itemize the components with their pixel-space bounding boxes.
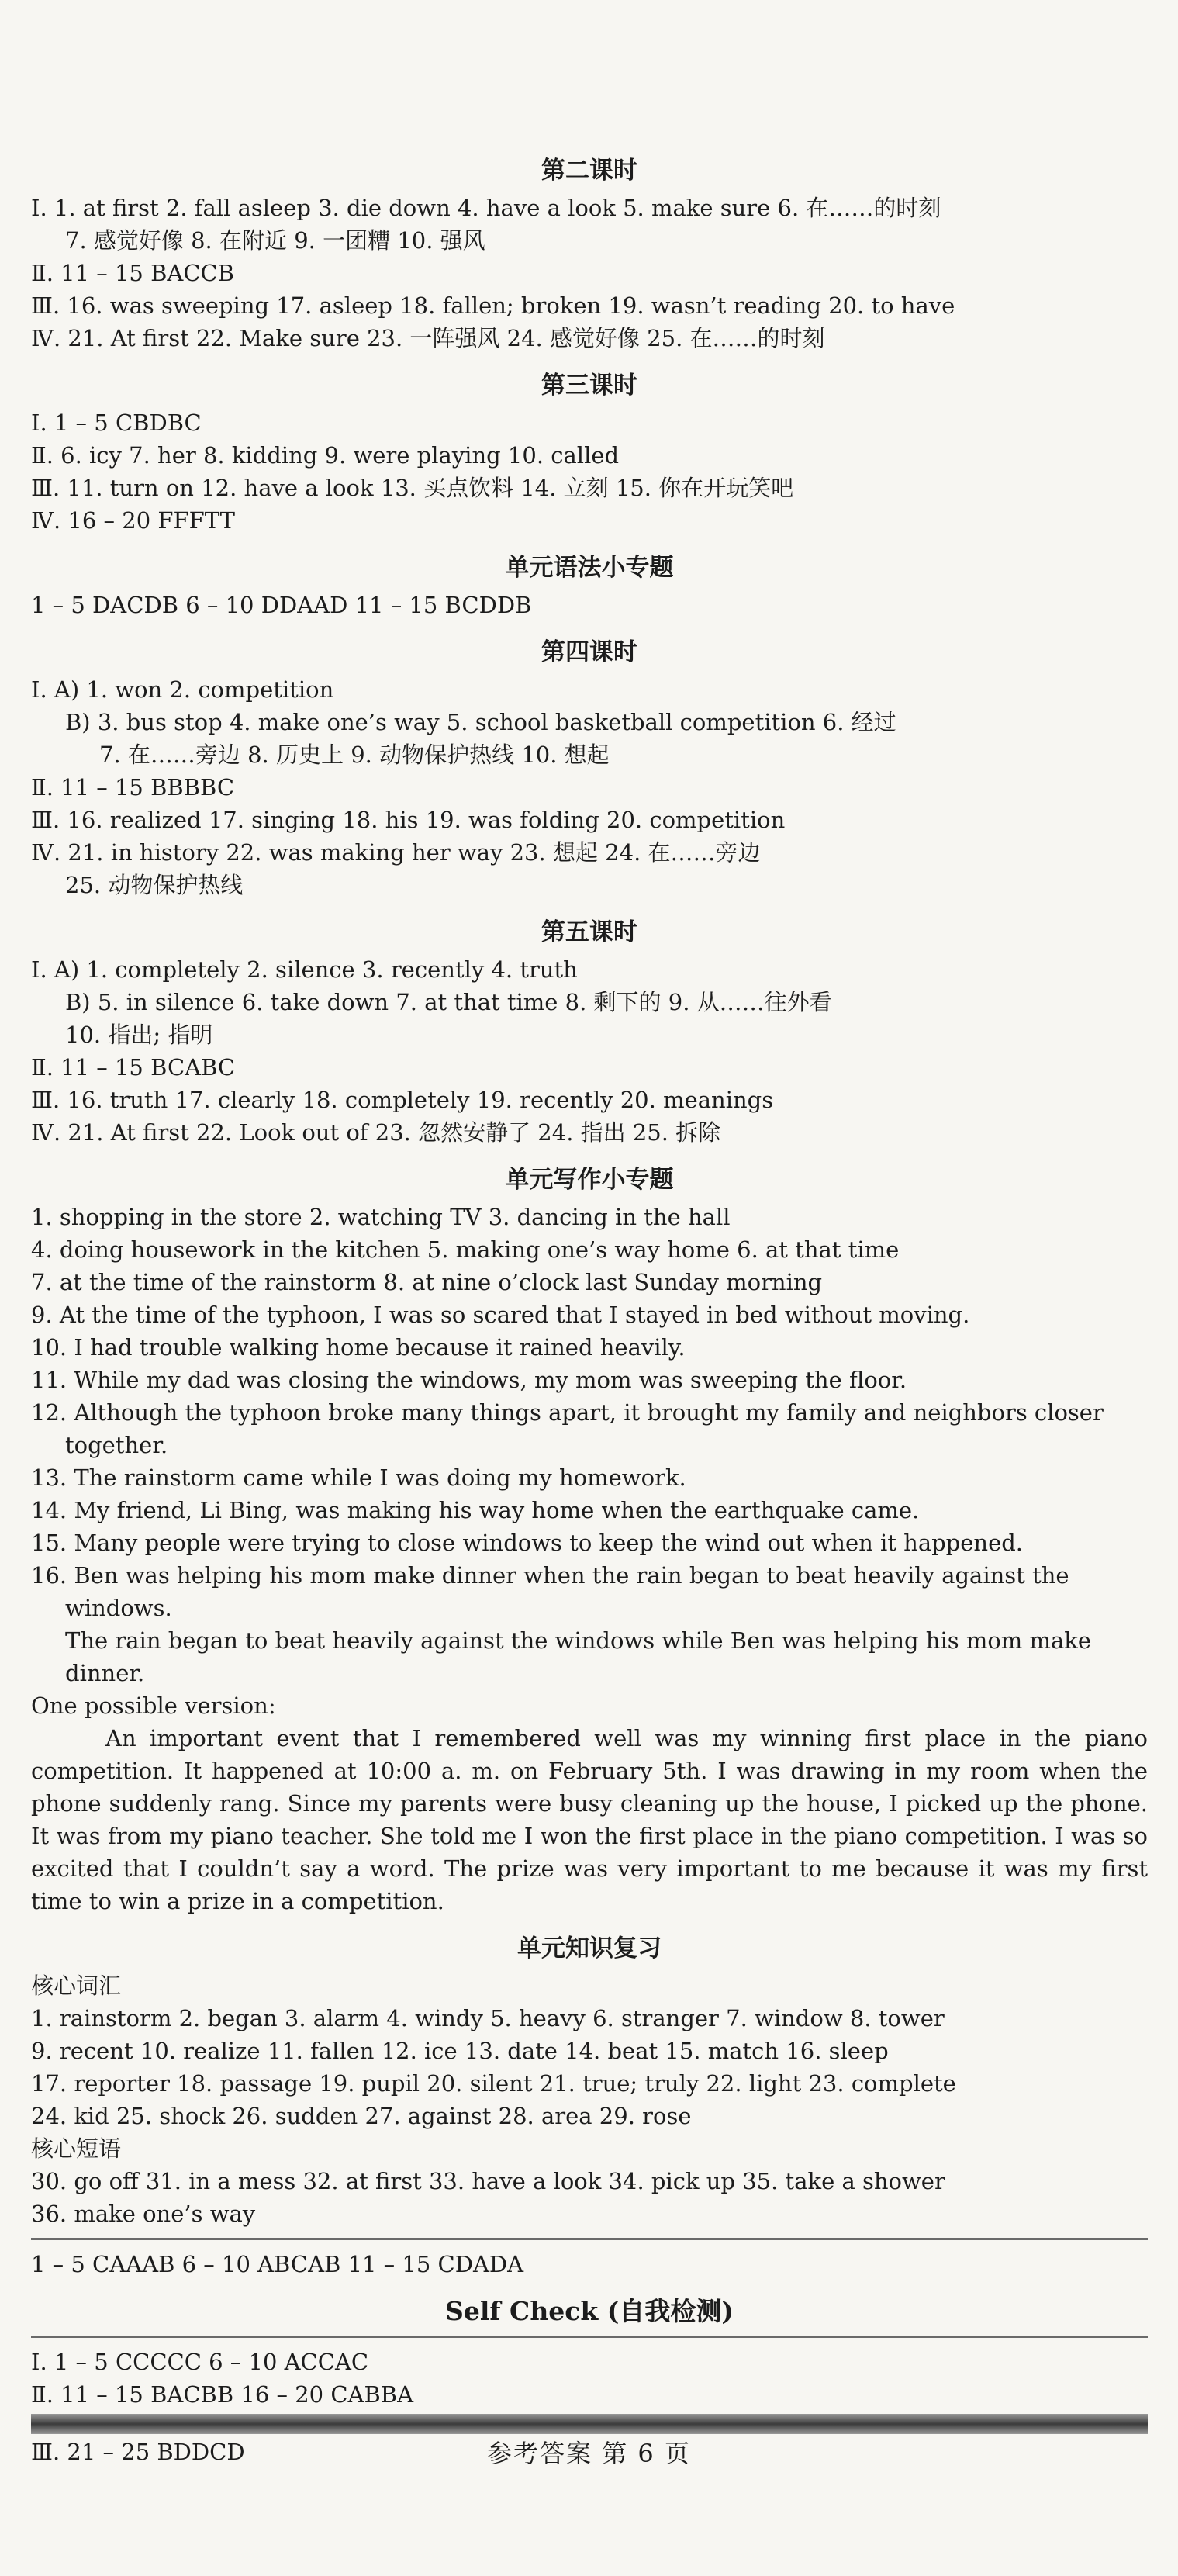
sample-essay: An important event that I remembered well was my winning first place in the piano competition. It happened at 10:00 a. m. on February 5th. I was drawing in my room when the phone suddenly rang. Since my parents were busy cleaning up the house, I picked up the phone. It was from my piano teacher. She told me I won the first place in the piano competition. I was so excited that I couldn’t say a word. The prize was very important to me because it was my first time to win a prize in a competition. <box>31 1725 1148 1914</box>
answer-line: Ⅳ. 16 – 20 FFFTT <box>31 507 235 534</box>
section-lesson-4 <box>31 632 1148 901</box>
answer-line: 11. While my dad was closing the windows, my mom was sweeping the floor. <box>31 1367 907 1393</box>
answer-line: 9. At the time of the typhoon, I was so scared that I stayed in bed without moving. <box>31 1302 970 1328</box>
section-lesson-2 <box>31 150 1148 354</box>
scan-shadow-band <box>31 2414 1148 2434</box>
answer-line: 30. go off 31. in a mess 32. at first 33. have a look 34. pick up 35. take a shower <box>31 2168 945 2194</box>
section-grammar <box>31 548 1148 621</box>
vocab-label: 核心词汇 <box>31 1973 122 1999</box>
answer-line: B) 3. bus stop 4. make one’s way 5. school basketball competition 6. 经过 <box>65 709 896 735</box>
answer-line: 7. at the time of the rainstorm 8. at nine o’clock last Sunday morning <box>31 1269 823 1295</box>
answer-line: Ⅰ. A) 1. completely 2. silence 3. recently 4. truth <box>31 956 578 983</box>
version-label: One possible version: <box>31 1693 276 1719</box>
answer-line: Ⅰ. 1 – 5 CBDBC <box>31 410 202 436</box>
answer-line: 36. make one’s way <box>31 2201 256 2227</box>
answer-line: 24. kid 25. shock 26. sudden 27. against 28. area 29. rose <box>31 2103 692 2129</box>
section-heading: 单元写作小专题 <box>505 1166 674 1194</box>
section-lesson-5 <box>31 912 1148 1149</box>
answer-line: Ⅱ. 11 – 15 BACCB <box>31 260 235 286</box>
answer-line: 1. shopping in the store 2. watching TV 3. dancing in the hall <box>31 1204 731 1230</box>
answer-line: Ⅲ. 16. realized 17. singing 18. his 19. was folding 20. competition <box>31 807 786 833</box>
answer-line: 1. rainstorm 2. began 3. alarm 4. windy 5. heavy 6. stranger 7. window 8. tower <box>31 2005 945 2031</box>
answer-line: Ⅱ. 6. icy 7. her 8. kidding 9. were playing 10. called <box>31 442 620 469</box>
divider <box>31 2336 1148 2338</box>
answer-line: Ⅰ. 1. at first 2. fall asleep 3. die down 4. have a look 5. make sure 6. 在……的时刻 <box>31 195 941 221</box>
answer-line: 7. 在……旁边 8. 历史上 9. 动物保护热线 10. 想起 <box>99 742 610 768</box>
answer-line: 14. My friend, Li Bing, was making his way home when the earthquake came. <box>31 1497 920 1523</box>
answer-line: Ⅳ. 21. At first 22. Look out of 23. 忽然安静了 24. 指出 25. 拆除 <box>31 1119 721 1146</box>
answer-line: 12. Although the typhoon broke many things apart, it brought my family and neighbors closer together. <box>31 1399 1104 1458</box>
answer-line: Ⅱ. 11 – 15 BBBBC <box>31 774 235 800</box>
section-heading: Self Check (自我检测) <box>445 2296 734 2326</box>
page-footer: 参考答案 第 6 页 <box>487 2439 691 2468</box>
answer-line: Ⅱ. 11 – 15 BACBB 16 – 20 CABBA <box>31 2381 414 2408</box>
answer-line: 17. reporter 18. passage 19. pupil 20. silent 21. true; truly 22. light 23. complete <box>31 2070 956 2097</box>
answer-line: Ⅲ. 16. was sweeping 17. asleep 18. fallen; broken 19. wasn’t reading 20. to have <box>31 292 955 319</box>
section-heading: 第二课时 <box>541 157 637 185</box>
answer-line: Ⅳ. 21. At first 22. Make sure 23. 一阵强风 24. 感觉好像 25. 在……的时刻 <box>31 325 825 351</box>
answer-line: Ⅰ. 1 – 5 CCCCC 6 – 10 ACCAC <box>31 2349 369 2375</box>
answer-line: 4. doing housework in the kitchen 5. making one’s way home 6. at that time <box>31 1236 900 1263</box>
answer-line: Ⅰ. A) 1. won 2. competition <box>31 676 334 703</box>
section-heading: 第三课时 <box>541 372 637 399</box>
answer-line: 15. Many people were trying to close windows to keep the wind out when it happened. <box>31 1530 1024 1556</box>
answer-page <box>31 140 1148 2468</box>
divider <box>31 2238 1148 2240</box>
answer-line: 9. recent 10. realize 11. fallen 12. ice 13. date 14. beat 15. match 16. sleep <box>31 2038 889 2064</box>
answer-line: 10. 指出; 指明 <box>65 1022 213 1048</box>
section-review <box>31 1928 1148 2280</box>
answer-line: 1 – 5 CAAAB 6 – 10 ABCAB 11 – 15 CDADA <box>31 2251 524 2277</box>
answer-line: 13. The rainstorm came while I was doing my homework. <box>31 1464 686 1491</box>
section-writing <box>31 1160 1148 1917</box>
answer-line: Ⅲ. 21 – 25 BDDCD <box>31 2439 245 2465</box>
alt-sentence: The rain began to beat heavily against the windows while Ben was helping his mom make dinner. <box>65 1627 1092 1686</box>
phrase-label: 核心短语 <box>31 2135 122 2162</box>
answer-line: 25. 动物保护热线 <box>65 872 244 898</box>
answer-line: 16. Ben was helping his mom make dinner when the rain began to beat heavily against the windows. <box>31 1562 1069 1621</box>
answer-line: 10. I had trouble walking home because it rained heavily. <box>31 1334 686 1361</box>
answer-line: Ⅱ. 11 – 15 BCABC <box>31 1054 236 1081</box>
answer-line: 1 – 5 DACDB 6 – 10 DDAAD 11 – 15 BCDDB <box>31 592 532 618</box>
section-heading: 第五课时 <box>541 918 637 946</box>
answer-line: Ⅳ. 21. in history 22. was making her way 23. 想起 24. 在……旁边 <box>31 839 761 866</box>
section-heading: 单元语法小专题 <box>505 554 674 582</box>
section-heading: 单元知识复习 <box>517 1935 662 1962</box>
section-heading: 第四课时 <box>541 638 637 666</box>
section-lesson-3 <box>31 365 1148 537</box>
answer-line: B) 5. in silence 6. take down 7. at that time 8. 剩下的 9. 从……往外看 <box>65 989 832 1015</box>
answer-line: Ⅲ. 11. turn on 12. have a look 13. 买点饮料 14. 立刻 15. 你在开玩笑吧 <box>31 475 794 501</box>
answer-line: Ⅲ. 16. truth 17. clearly 18. completely 19. recently 20. meanings <box>31 1087 774 1113</box>
answer-line: 7. 感觉好像 8. 在附近 9. 一团糟 10. 强风 <box>65 227 485 254</box>
